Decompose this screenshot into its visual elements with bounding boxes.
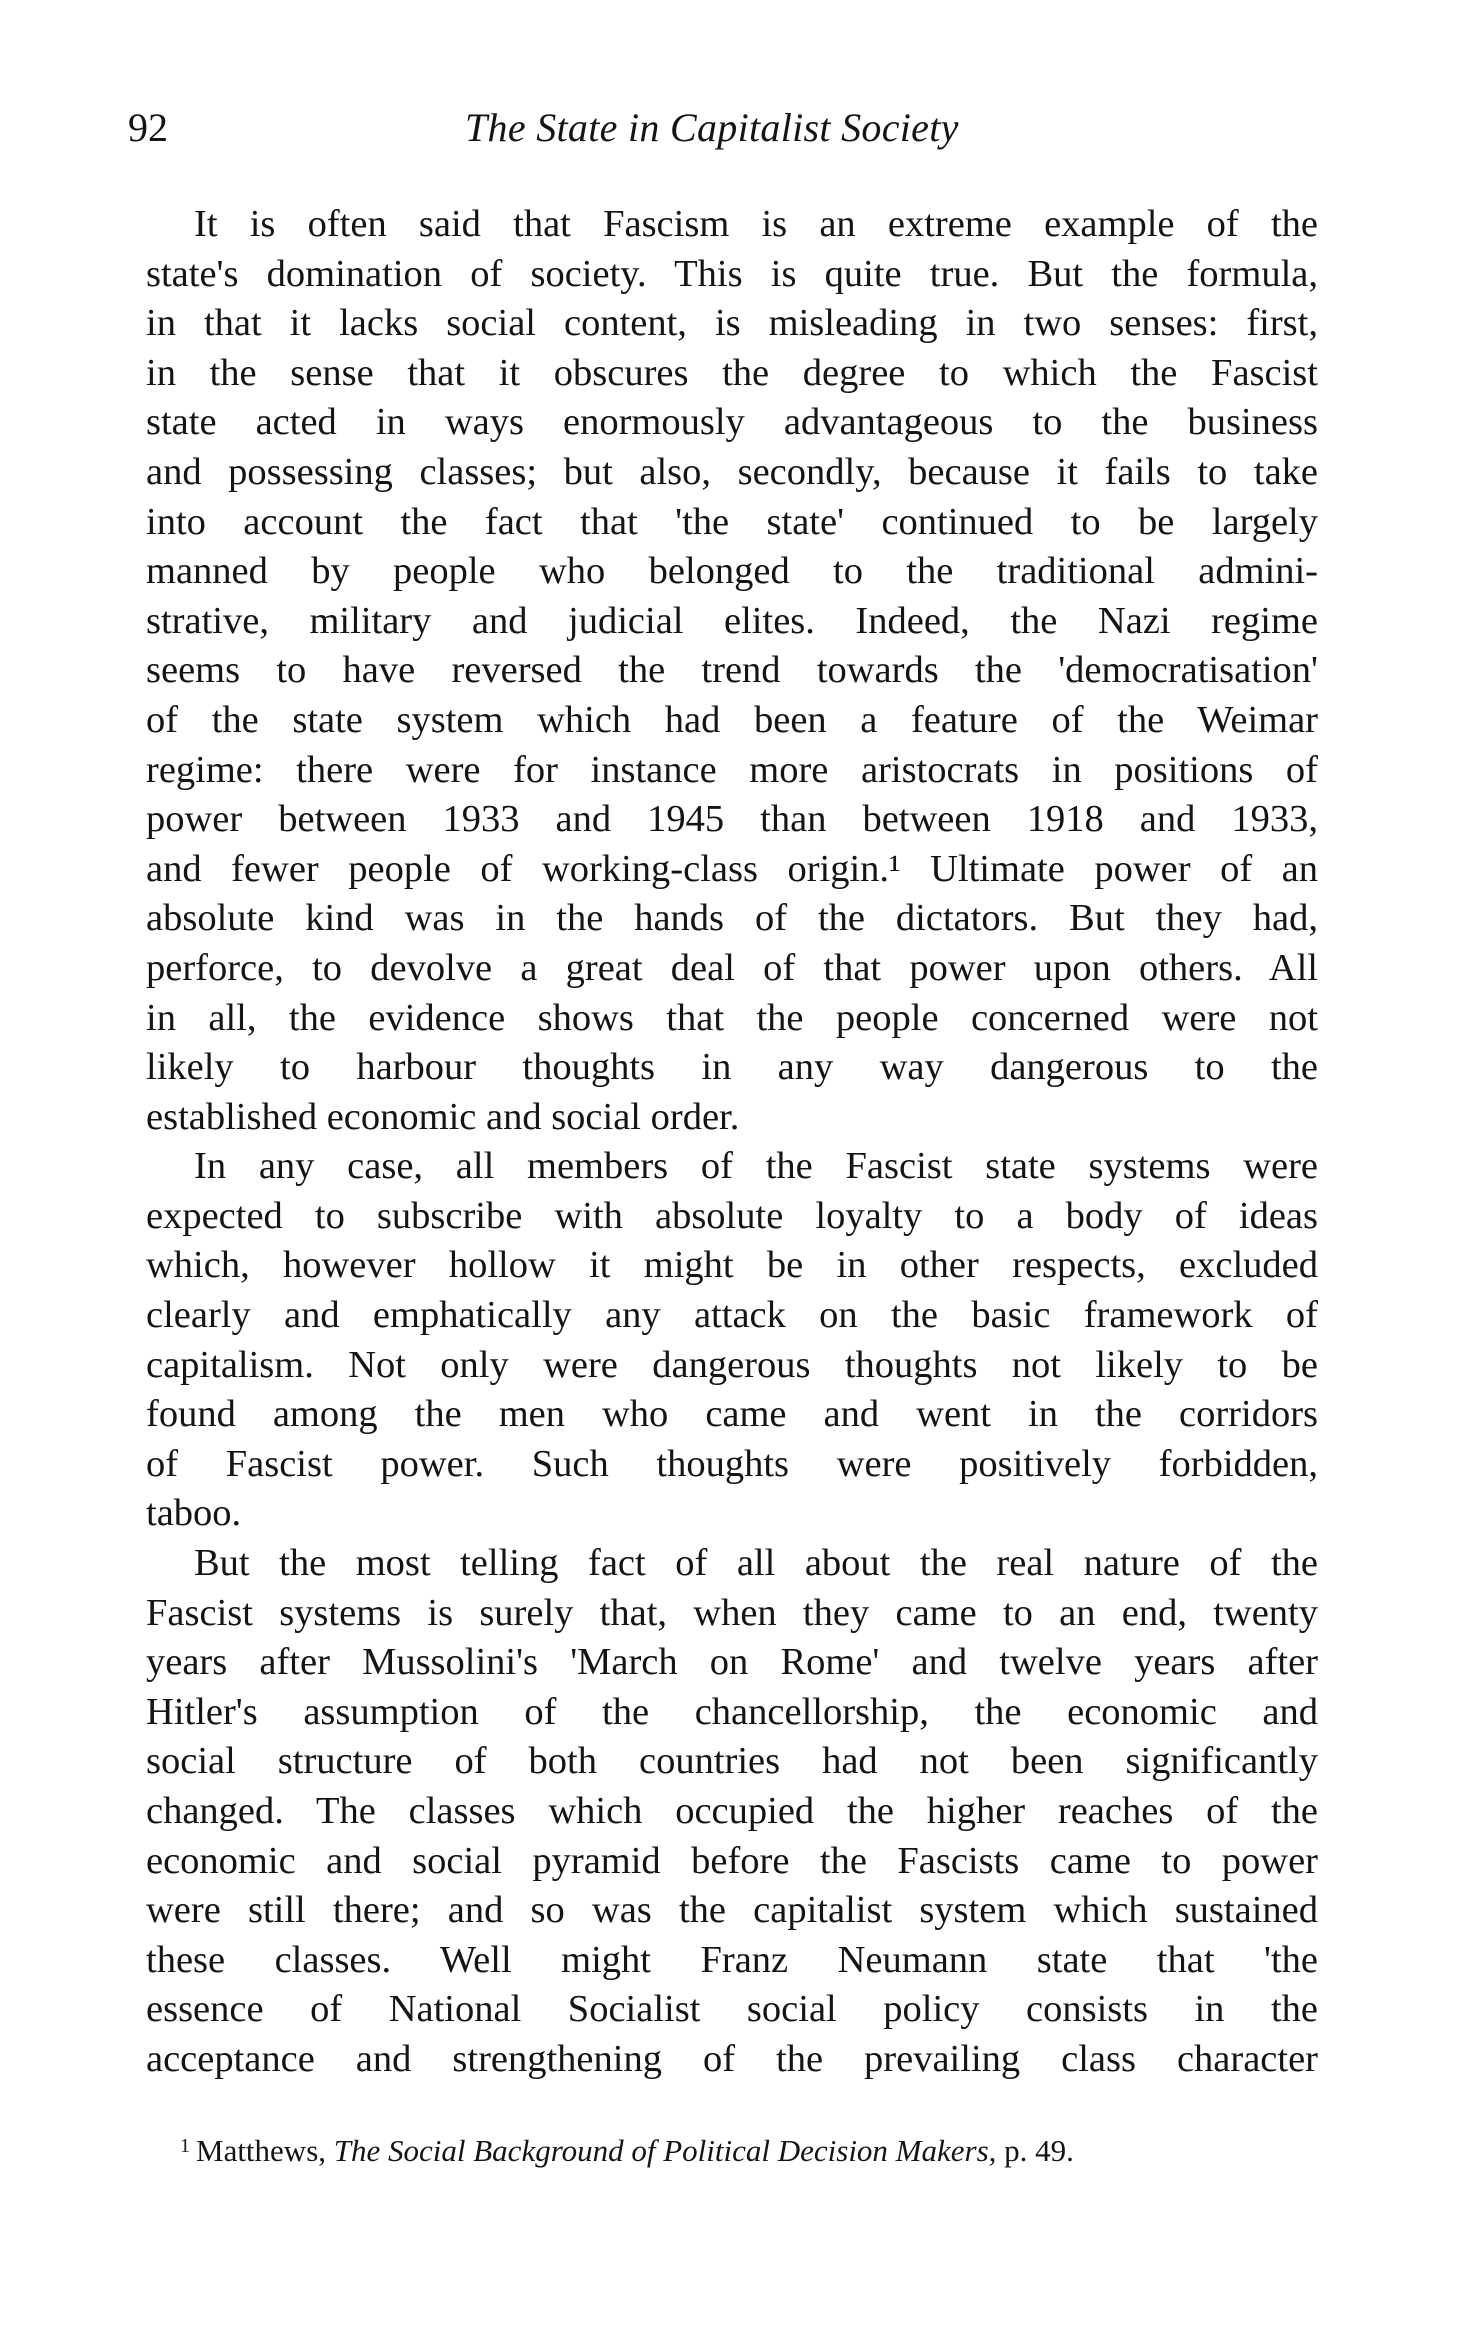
footnote-title: The Social Background of Political Decision Makers, bbox=[333, 2133, 997, 2168]
text-line: Hitler's assumption of the chancellorship, the economic and bbox=[146, 1690, 1318, 1733]
text-line: established economic and social order. bbox=[146, 1095, 740, 1138]
text-line: years after Mussolini's 'March on Rome' and twelve years after bbox=[146, 1641, 1318, 1684]
text-line: taboo. bbox=[146, 1492, 242, 1535]
text-line: But the most telling fact of all about the real nature of the bbox=[194, 1542, 1318, 1585]
text-line: of the state system which had been a feature of the Weimar bbox=[146, 698, 1318, 741]
body-text bbox=[146, 200, 1318, 2085]
text-line: regime: there were for instance more aristocrats in positions of bbox=[146, 748, 1318, 791]
text-line: likely to harbour thoughts in any way dangerous to the bbox=[146, 1046, 1318, 1089]
footnote bbox=[180, 2126, 1074, 2171]
text-line: power between 1933 and 1945 than between 1918 and 1933, bbox=[146, 798, 1318, 841]
text-line: strative, military and judicial elites. Indeed, the Nazi regime bbox=[146, 599, 1318, 642]
text-line: in all, the evidence shows that the people concerned were not bbox=[146, 996, 1318, 1039]
text-line: social structure of both countries had not been significantly bbox=[146, 1740, 1318, 1783]
text-line: manned by people who belonged to the traditional admini- bbox=[146, 550, 1318, 593]
text-line: perforce, to devolve a great deal of that power upon others. All bbox=[146, 946, 1318, 989]
text-line: essence of National Socialist social policy consists in the bbox=[146, 1988, 1318, 2031]
footnote-marker: 1 bbox=[180, 2135, 190, 2157]
text-line: in that it lacks social content, is misleading in two senses: first, bbox=[146, 302, 1318, 345]
text-line: acceptance and strengthening of the prevailing class character bbox=[146, 2037, 1318, 2080]
text-line: into account the fact that 'the state' continued to be largely bbox=[146, 500, 1318, 543]
text-line: state's domination of society. This is quite true. But the formula, bbox=[146, 252, 1318, 295]
text-line: found among the men who came and went in the corridors bbox=[146, 1393, 1318, 1436]
text-line: in the sense that it obscures the degree to which the Fascist bbox=[146, 351, 1318, 394]
page-number: 92 bbox=[128, 105, 168, 150]
footnote-author: Matthews, bbox=[196, 2133, 327, 2168]
text-line: absolute kind was in the hands of the dictators. But they had, bbox=[146, 897, 1318, 940]
text-line: economic and social pyramid before the Fascists came to power bbox=[146, 1839, 1318, 1882]
text-line: clearly and emphatically any attack on the basic framework of bbox=[146, 1294, 1318, 1337]
text-line: and possessing classes; but also, secondly, because it fails to take bbox=[146, 450, 1318, 493]
text-line: changed. The classes which occupied the higher reaches of the bbox=[146, 1790, 1318, 1832]
running-title: The State in Capitalist Society bbox=[465, 105, 959, 150]
text-line: of Fascist power. Such thoughts were positively forbidden, bbox=[146, 1442, 1318, 1485]
footnote-page-ref: p. 49. bbox=[1004, 2133, 1074, 2168]
text-line: capitalism. Not only were dangerous thoughts not likely to be bbox=[146, 1343, 1318, 1386]
text-line: expected to subscribe with absolute loyalty to a body of ideas bbox=[146, 1194, 1318, 1237]
text-line: seems to have reversed the trend towards the 'democratisation' bbox=[146, 649, 1318, 692]
text-line: and fewer people of working-class origin.¹ Ultimate power of an bbox=[146, 847, 1318, 890]
text-line: these classes. Well might Franz Neumann state that 'the bbox=[146, 1938, 1318, 1981]
text-line: state acted in ways enormously advantageous to the business bbox=[146, 401, 1318, 444]
text-line: Fascist systems is surely that, when they came to an end, twenty bbox=[146, 1591, 1318, 1634]
text-line: It is often said that Fascism is an extreme example of the bbox=[194, 203, 1318, 245]
text-line: In any case, all members of the Fascist state systems were bbox=[194, 1145, 1318, 1188]
text-line: which, however hollow it might be in other respects, excluded bbox=[146, 1244, 1318, 1287]
text-line: were still there; and so was the capitalist system which sustained bbox=[146, 1889, 1318, 1932]
